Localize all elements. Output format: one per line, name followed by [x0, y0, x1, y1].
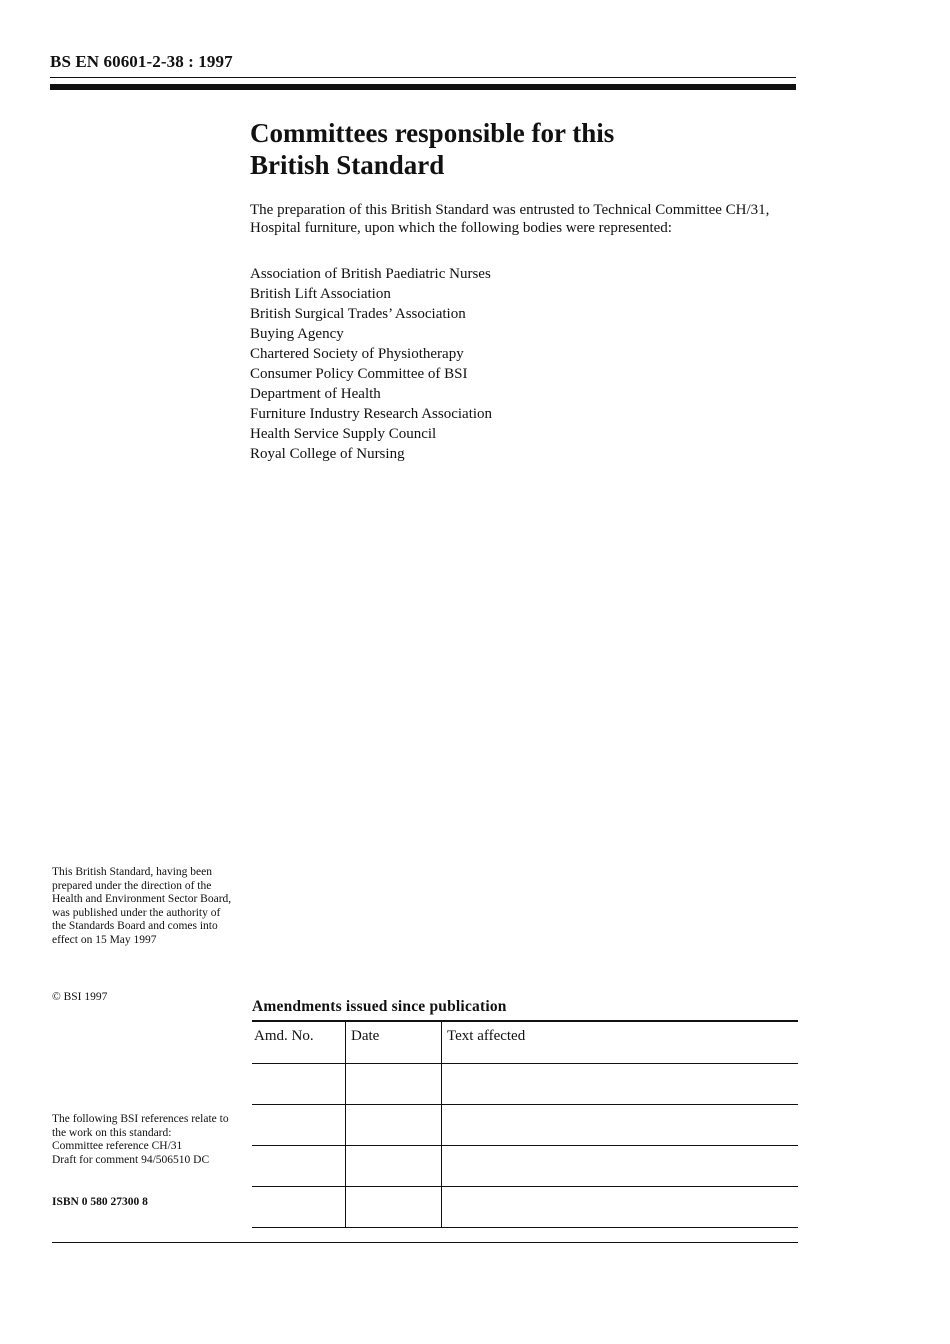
amendments-table	[252, 1020, 798, 1228]
list-item: Buying Agency	[250, 326, 344, 342]
intro-paragraph: The preparation of this British Standard was entrusted to Technical Committee CH/31, Hospital furniture, upon which the following bodies were represented:	[250, 202, 770, 236]
draft-reference: Draft for comment 94/506510 DC	[52, 1153, 210, 1166]
table-cell	[346, 1064, 442, 1105]
table-cell	[442, 1146, 799, 1187]
list-item: British Surgical Trades’ Association	[250, 306, 466, 322]
copyright-notice: © BSI 1997	[52, 991, 108, 1003]
refs-intro: The following BSI references relate to the work on this standard:	[52, 1113, 229, 1139]
publication-note: This British Standard, having been prepared under the direction of the Health and Environment Sector Board, was published under the authority of the Standards Board and comes into effect on 15 May 1997	[52, 866, 232, 946]
table-row	[252, 1187, 798, 1228]
table-cell	[252, 1064, 346, 1105]
column-header-text-affected: Text affected	[442, 1021, 799, 1064]
list-item: Health Service Supply Council	[250, 426, 437, 442]
column-header-amd-no: Amd. No.	[252, 1021, 346, 1064]
table-header-row	[252, 1021, 798, 1064]
list-item: Furniture Industry Research Association	[250, 406, 493, 422]
amendments-title: Amendments issued since publication	[252, 998, 507, 1015]
table-row	[252, 1146, 798, 1187]
title-line-2: British Standard	[250, 150, 445, 180]
header-rule-thick	[50, 84, 796, 90]
table-row	[252, 1064, 798, 1105]
header-rule-thin	[50, 77, 796, 78]
represented-bodies-list	[250, 264, 492, 464]
footer-rule	[52, 1242, 798, 1243]
list-item: Chartered Society of Physiotherapy	[250, 346, 464, 362]
page-title	[250, 117, 810, 181]
document-code: BS EN 60601-2-38 : 1997	[50, 52, 233, 71]
table-cell	[252, 1105, 346, 1146]
table-cell	[442, 1105, 799, 1146]
list-item: Consumer Policy Committee of BSI	[250, 366, 468, 382]
isbn: ISBN 0 580 27300 8	[52, 1196, 148, 1208]
list-item: Royal College of Nursing	[250, 446, 405, 462]
list-item: British Lift Association	[250, 286, 391, 302]
table-cell	[346, 1146, 442, 1187]
list-item: Association of British Paediatric Nurses	[250, 266, 491, 282]
table-row	[252, 1105, 798, 1146]
table-cell	[252, 1187, 346, 1228]
title-line-1: Committees responsible for this	[250, 118, 615, 148]
table-cell	[442, 1064, 799, 1105]
table-cell	[346, 1187, 442, 1228]
table-cell	[442, 1187, 799, 1228]
column-header-date: Date	[346, 1021, 442, 1064]
list-item: Department of Health	[250, 386, 381, 402]
table-cell	[252, 1146, 346, 1187]
table-cell	[346, 1105, 442, 1146]
committee-reference: Committee reference CH/31	[52, 1140, 183, 1153]
bsi-references	[52, 1113, 242, 1167]
